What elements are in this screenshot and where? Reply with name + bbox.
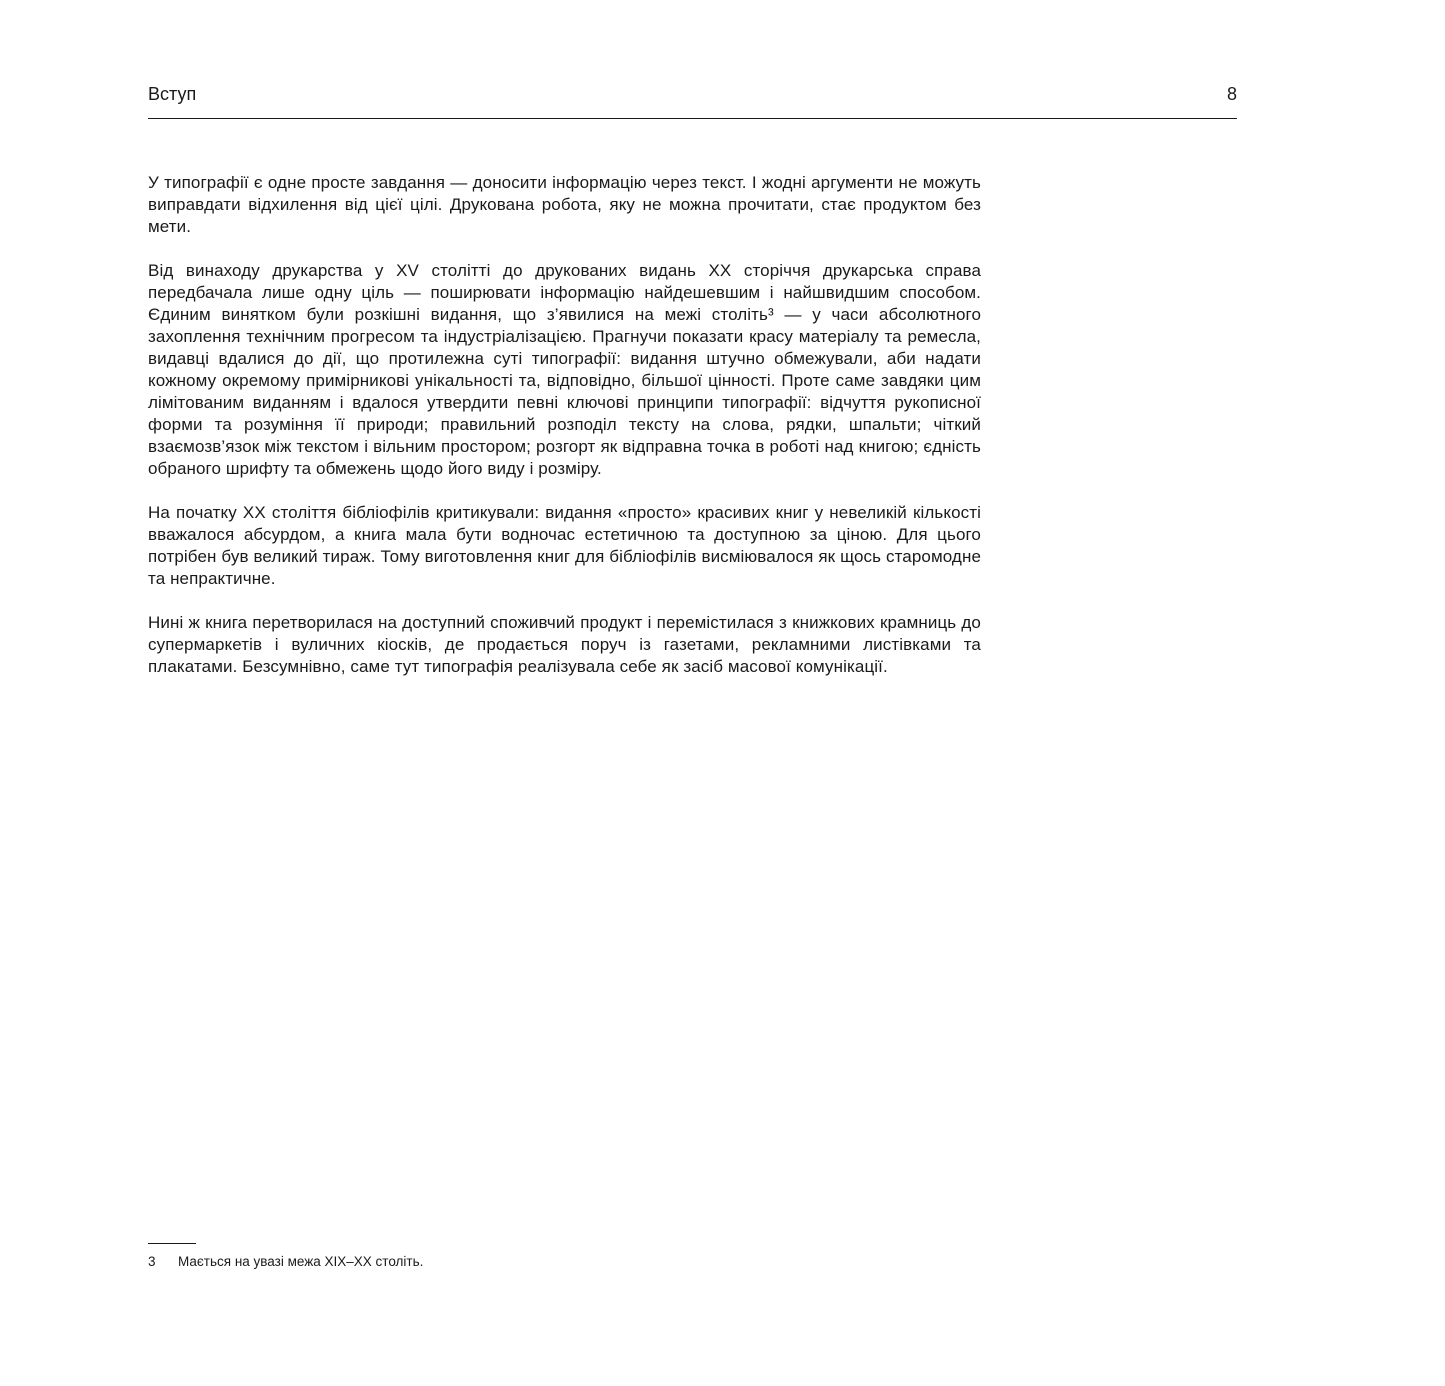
footnote-rule — [148, 1243, 196, 1244]
footnote-text: Мається на увазі межа XIX–XX століть. — [178, 1254, 424, 1269]
paragraph: Від винаходу друкарства у XV столітті до друкованих видань XX сторіччя друкарська справа передбачала лише одну ціль — поширювати інформацію найдешевшим і найшвидшим способом. Єдиним винятком були розкішні видання, що з’явилися на межі століть³ — у часи абсолютного захоплення технічним прогресом та індустріалізацією. Прагнучи показати красу матеріалу та ремесла, видавці вдалися до дії, що протилежна суті типографії: видання штучно обмежували, аби надати кожному окремому примірникові унікальності та, відповідно, більшої цінності. Проте саме завдяки цим лімітованим виданням і вдалося утвердити певні ключові принципи типографії: відчуття рукописної форми та розуміння її природи; правильний розподіл тексту на слова, рядки, шпальти; чіткий взаємозв’язок між текстом і вільним простором; розгорт як відправна точка в роботі над книгою; єдність обраного шрифту та обмежень щодо його виду і розміру. — [148, 261, 981, 478]
paragraph: У типографії є одне просте завдання — доносити інформацію через текст. І жодні аргументи не можуть виправдати відхилення від цієї цілі. Друкована робота, яку не можна прочитати, стає продуктом без мети. — [148, 173, 981, 236]
footnote-marker: 3 — [148, 1254, 156, 1269]
paragraph: На початку XX століття бібліофілів критикували: видання «просто» красивих книг у невеликій кількості вважалося абсурдом, а книга мала бути водночас естетичною та доступною за ціною. Для цього потрібен був великий тираж. Тому виготовлення книг для бібліофілів висміювалося як щось старомодне та непрактичне. — [148, 503, 981, 588]
page-header — [148, 84, 1237, 105]
footnote — [148, 1253, 981, 1270]
footnote-block — [148, 1243, 981, 1270]
page-number: 8 — [1226, 84, 1237, 104]
paragraph: Нині ж книга перетворилася на доступний споживчий продукт і перемістилася з книжкових крамниць до супермаркетів і вуличних кіосків, де продається поруч із газетами, рекламними листівками та плакатами. Безсумнівно, саме тут типографія реалізувала себе як засіб масової комунікації. — [148, 613, 981, 676]
header-rule — [148, 118, 1237, 119]
body-text — [148, 172, 981, 678]
running-head-title: Вступ — [148, 84, 197, 104]
